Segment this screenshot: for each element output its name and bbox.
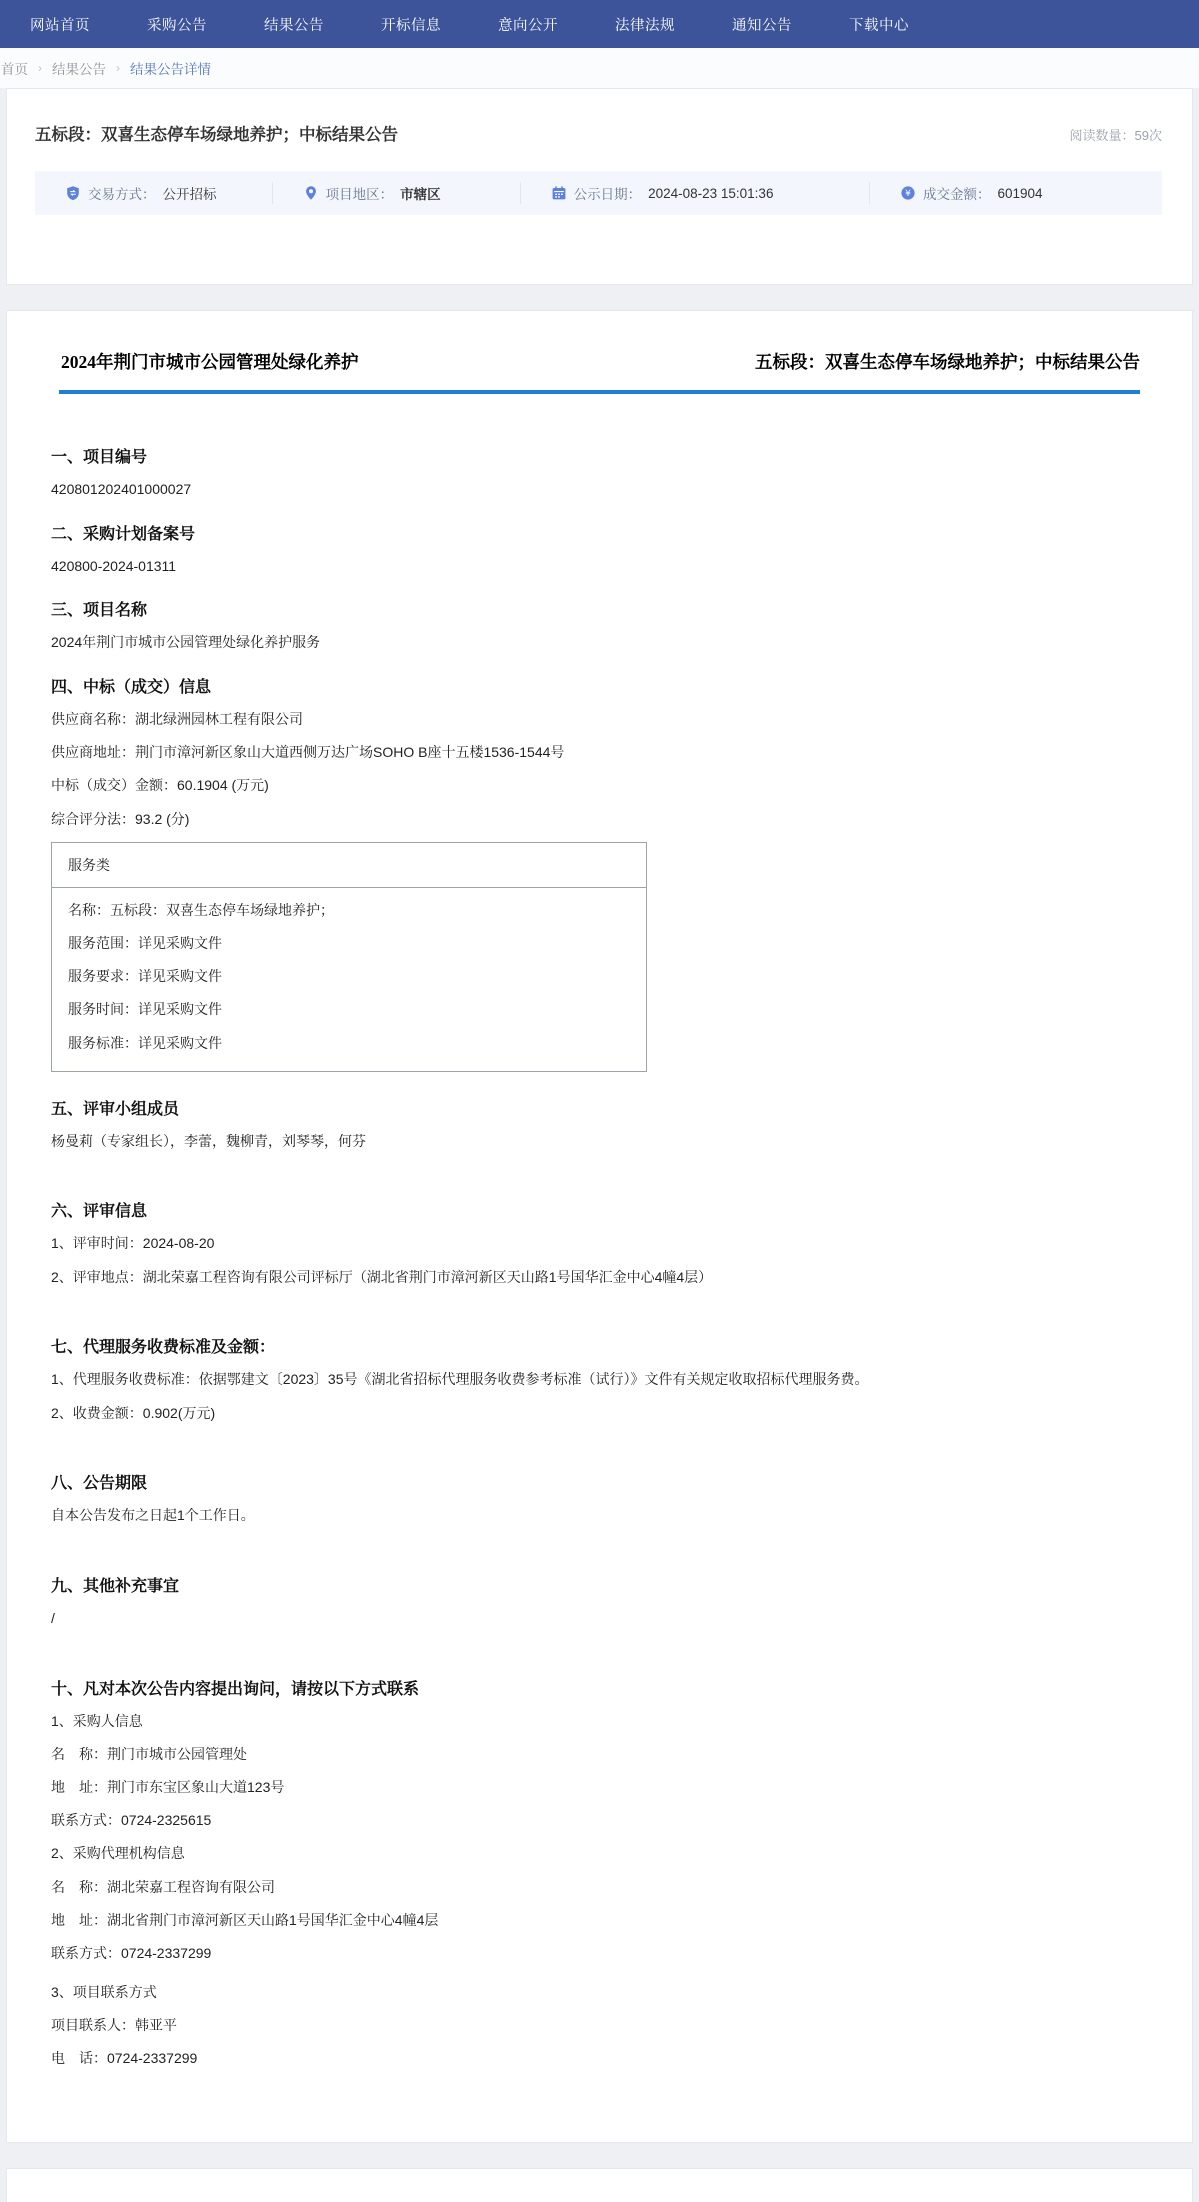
- purchaser-name: 名 称：荆门市城市公园管理处: [51, 1745, 247, 1762]
- breadcrumb-current-page: 结果公告详情: [130, 62, 211, 77]
- service-name: 名称：五标段：双喜生态停车场绿地养护；: [68, 901, 334, 918]
- section-heading-review-panel: 五、评审小组成员: [51, 1100, 180, 1118]
- section-heading-other-matters: 九、其他补充事宜: [51, 1577, 180, 1595]
- meta-label: 交易方式：: [88, 187, 156, 202]
- notice-period: 自本公告发布之日起1个工作日。: [51, 1507, 255, 1524]
- meta-publish-date: [520, 182, 869, 204]
- meta-value: 市辖区: [400, 187, 441, 202]
- nav-item-home[interactable]: 网站首页: [30, 17, 90, 34]
- meta-value: 601904: [997, 185, 1043, 201]
- footer-card-stub: [6, 2168, 1193, 2202]
- meta-trade-method: [35, 182, 272, 204]
- service-scope: 服务范围：详见采购文件: [68, 935, 222, 951]
- document-result-title: 五标段：双喜生态停车场绿地养护；中标结果公告: [755, 352, 1140, 372]
- review-panel-members: 杨曼莉（专家组长），李蕾，魏柳青，刘琴琴，何芬: [51, 1132, 366, 1149]
- project-contact-person: 项目联系人：韩亚平: [51, 2016, 177, 2033]
- shield-icon: [65, 185, 81, 201]
- read-count: [1070, 125, 1162, 145]
- read-count-label: 阅读数量：: [1069, 128, 1135, 143]
- agency-info-label: 2、采购代理机构信息: [51, 1845, 185, 1862]
- scoring-method: 综合评分法：93.2 (分): [51, 810, 190, 827]
- meta-project-region: [272, 182, 520, 204]
- meta-value: 2024-08-23 15:01:36: [648, 185, 774, 201]
- nav-item-result-notices[interactable]: 结果公告: [264, 17, 324, 34]
- section-heading-project-number: 一、项目编号: [51, 449, 148, 466]
- agency-name: 名 称：湖北荣嘉工程咨询有限公司: [51, 1878, 275, 1895]
- purchaser-phone: 联系方式：0724-2325615: [51, 1812, 212, 1829]
- section-heading-agency-fee: 七、代理服务收费标准及金额：: [51, 1339, 276, 1357]
- nav-item-intent-disclosure[interactable]: 意向公开: [498, 17, 558, 34]
- breadcrumb: [0, 48, 1199, 88]
- card-gap: [0, 285, 1199, 310]
- purchaser-address: 地 址：荆门市东宝区象山大道123号: [51, 1778, 285, 1795]
- yen-icon: [900, 185, 916, 201]
- section-heading-plan-record-number: 二、采购计划备案号: [51, 525, 196, 543]
- nav-item-bid-opening-info[interactable]: 开标信息: [381, 17, 441, 34]
- section-heading-contact: 十、凡对本次公告内容提出询问，请按以下方式联系: [51, 1680, 420, 1698]
- location-icon: [303, 185, 319, 201]
- meta-deal-amount: [869, 182, 1162, 204]
- review-time: 1、评审时间：2024-08-20: [51, 1235, 215, 1252]
- agency-fee-amount: 2、收费金额：0.902(万元): [51, 1404, 216, 1421]
- project-contact-label: 3、项目联系方式: [51, 1983, 157, 2000]
- meta-bar: [35, 171, 1162, 215]
- award-amount: 中标（成交）金额：60.1904 (万元): [51, 777, 269, 794]
- supplier-address: 供应商地址：荆门市漳河新区象山大道西侧万达广场SOHO B座十五楼1536-1544号: [51, 744, 565, 761]
- breadcrumb-home[interactable]: 首页: [1, 62, 28, 77]
- document-content: [7, 394, 1192, 2066]
- service-category: 服务类: [52, 843, 646, 888]
- meta-value: 公开招标: [162, 187, 217, 202]
- project-number: 420801202401000027: [51, 481, 192, 497]
- purchaser-info-label: 1、采购人信息: [51, 1712, 143, 1729]
- meta-label: 公示日期：: [573, 187, 642, 202]
- top-navigation: [0, 0, 1199, 48]
- nav-item-download-center[interactable]: 下载中心: [849, 17, 909, 34]
- service-standard: 服务标准：详见采购文件: [68, 1034, 222, 1051]
- nav-item-notifications[interactable]: 通知公告: [732, 17, 792, 34]
- read-count-value: 59次: [1134, 128, 1162, 143]
- agency-fee-standard: 1、代理服务收费标准：依据鄂建文〔2023〕35号《湖北省招标代理服务收费参考标准（试行）》文件有关规定收取招标代理服务费。: [51, 1371, 869, 1388]
- review-location: 2、评审地点：湖北荣嘉工程咨询有限公司评标厅（湖北省荆门市漳河新区天山路1号国华汇金中心4幢4层）: [51, 1268, 713, 1285]
- announcement-header-card: [6, 88, 1193, 285]
- breadcrumb-result-notices[interactable]: 结果公告: [52, 62, 106, 77]
- other-matters: /: [51, 1609, 55, 1626]
- meta-label: 成交金额：: [922, 187, 991, 202]
- plan-record-number: 420800-2024-01311: [51, 557, 177, 574]
- project-contact-phone: 电 话：0724-2337299: [51, 2049, 198, 2066]
- breadcrumb-separator-icon: ›: [116, 61, 120, 75]
- nav-item-procurement-notices[interactable]: 采购公告: [147, 17, 207, 34]
- section-heading-project-name: 三、项目名称: [51, 602, 148, 620]
- announcement-body-card: [6, 310, 1193, 2143]
- nav-item-laws-regulations[interactable]: 法律法规: [615, 17, 675, 34]
- document-project-title: 2024年荆门市城市公园管理处绿化养护: [61, 352, 359, 372]
- section-heading-review-info: 六、评审信息: [51, 1203, 148, 1221]
- breadcrumb-separator-icon: ›: [38, 61, 42, 75]
- project-name: 2024年荆门市城市公园管理处绿化养护服务: [51, 634, 321, 651]
- agency-phone: 联系方式：0724-2337299: [51, 1944, 212, 1961]
- calendar-icon: [551, 185, 567, 201]
- meta-label: 项目地区：: [325, 187, 394, 202]
- page-title: 五标段：双喜生态停车场绿地养护；中标结果公告: [35, 126, 398, 144]
- card-gap: [0, 2143, 1199, 2168]
- service-requirements: 服务要求：详见采购文件: [68, 968, 222, 985]
- service-detail-table: [51, 842, 647, 1072]
- section-heading-notice-period: 八、公告期限: [51, 1475, 148, 1493]
- svg-text:¥: ¥: [905, 189, 911, 200]
- agency-address: 地 址：湖北省荆门市漳河新区天山路1号国华汇金中心4幢4层: [51, 1911, 439, 1928]
- supplier-name: 供应商名称：湖北绿洲园林工程有限公司: [51, 711, 303, 728]
- document-header: [7, 311, 1192, 390]
- section-heading-award-info: 四、中标（成交）信息: [51, 679, 212, 697]
- service-time: 服务时间：详见采购文件: [68, 1001, 222, 1018]
